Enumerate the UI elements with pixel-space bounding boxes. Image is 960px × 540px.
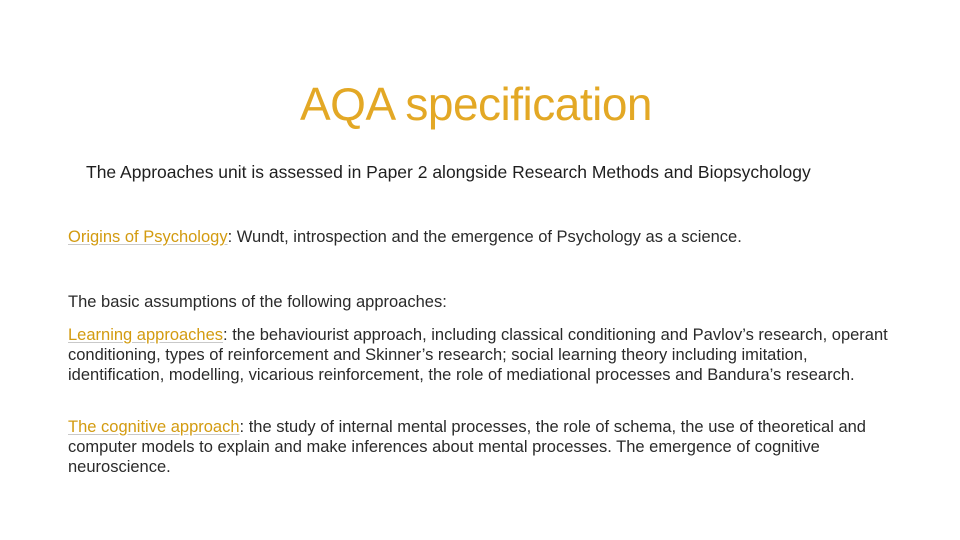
origins-paragraph bbox=[68, 227, 908, 247]
cognitive-paragraph bbox=[68, 417, 908, 477]
origins-heading: Origins of Psychology bbox=[68, 228, 228, 246]
learning-text: : the behaviourist approach, including classical conditioning and Pavlov’s research, operant conditioning, types of reinforcement and Skinner’s research; social learning theory including imitation, identification, modelling, vicarious reinforcement, the role of mediational processes and Bandura’s research. bbox=[68, 326, 888, 384]
slide-subtitle: The Approaches unit is assessed in Paper 2 alongside Research Methods and Biopsychology bbox=[86, 162, 811, 182]
learning-paragraph bbox=[68, 325, 908, 385]
cognitive-text: : the study of internal mental processes, the role of schema, the use of theoretical and computer models to explain and make inferences about mental processes. The emergence of cognitive neuroscience. bbox=[68, 418, 866, 476]
cognitive-heading: The cognitive approach bbox=[68, 418, 240, 436]
slide-title: AQA specification bbox=[299, 78, 653, 130]
basic-assumptions-paragraph: The basic assumptions of the following approaches: bbox=[68, 293, 447, 311]
origins-text: : Wundt, introspection and the emergence of Psychology as a science. bbox=[227, 228, 742, 246]
learning-heading: Learning approaches bbox=[68, 326, 224, 344]
